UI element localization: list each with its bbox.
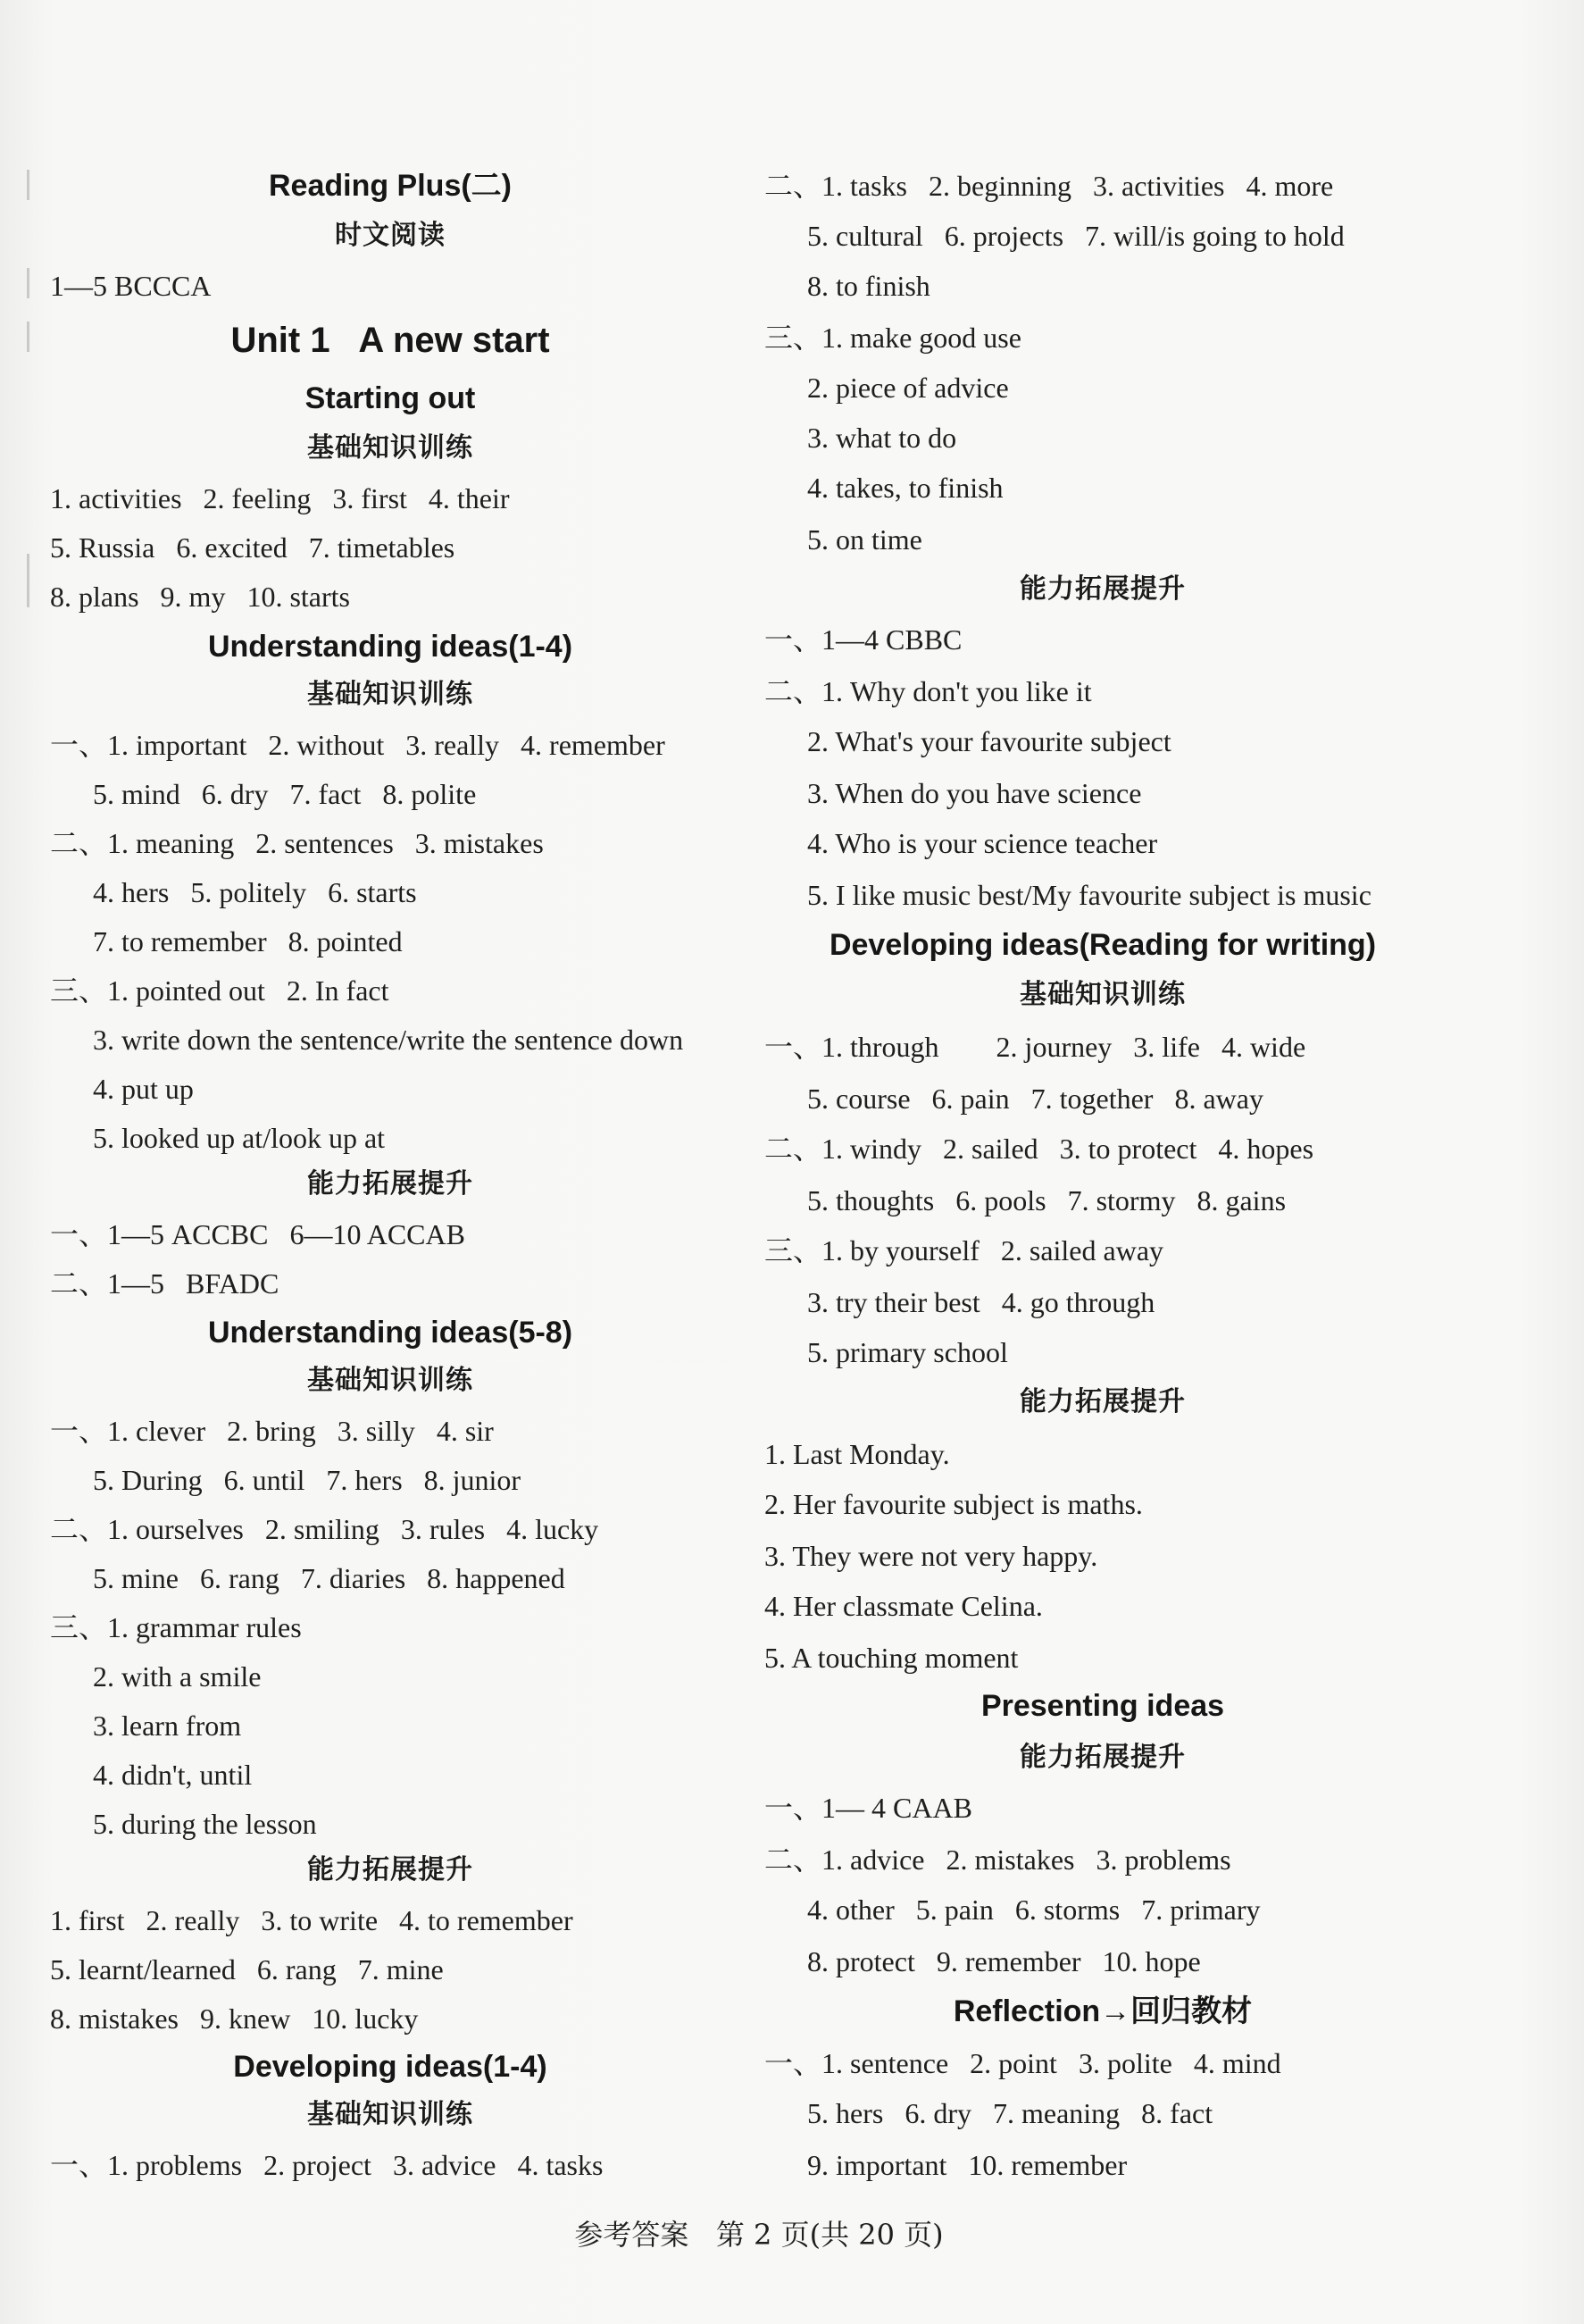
section-subtitle-extension: 能力拓展提升 <box>307 1168 473 1200</box>
page-footer: 参考答案 第 2 页(共 20 页) <box>574 2218 944 2252</box>
answer-line: 2. What's your favourite subject <box>807 725 1171 757</box>
answer-line: 1. Last Monday. <box>764 1438 950 1470</box>
answer-line: 一、1—5 ACCBC 6—10 ACCAB <box>50 1218 465 1250</box>
scan-edge-mark <box>27 268 29 298</box>
section-subtitle-extension: 能力拓展提升 <box>1020 1742 1186 1773</box>
answer-line: 二、1. advice 2. mistakes 3. problems <box>764 1843 1231 1876</box>
answer-line: 一、1. problems 2. project 3. advice 4. tasks <box>50 2149 604 2181</box>
answer-line: 一、1. important 2. without 3. really 4. remember <box>50 729 665 761</box>
section-title-developing-1-4: Developing ideas(1-4) <box>233 2050 547 2084</box>
section-subtitle: 基础知识训练 <box>307 679 473 710</box>
answer-line: 2. with a smile <box>93 1660 262 1693</box>
answer-line: 8. protect 9. remember 10. hope <box>807 1945 1201 1977</box>
section-title-presenting-ideas: Presenting ideas <box>980 1689 1225 1723</box>
answer-line: 5. I like music best/My favourite subject is music <box>807 879 1371 911</box>
answer-line: 8. mistakes 9. knew 10. lucky <box>50 2002 419 2035</box>
answer-line: 1. activities 2. feeling 3. first 4. their <box>50 482 510 514</box>
answer-line: 三、1. grammar rules <box>50 1611 302 1643</box>
scan-edge-mark <box>27 170 29 200</box>
section-title-reading-plus: Reading Plus(二) <box>268 169 513 203</box>
section-title-developing-reading-writing: Developing ideas(Reading for writing) <box>829 928 1377 962</box>
answer-line: 二、1. tasks 2. beginning 3. activities 4. more <box>764 170 1334 202</box>
answer-line: 4. other 5. pain 6. storms 7. primary <box>807 1893 1261 1926</box>
answer-line: 5. During 6. until 7. hers 8. junior <box>93 1464 521 1496</box>
answer-line: 一、1. sentence 2. point 3. polite 4. mind <box>764 2047 1281 2079</box>
answer-line: 2. Her favourite subject is maths. <box>764 1488 1143 1520</box>
answer-line: 一、1—4 CBBC <box>764 623 963 656</box>
answer-line: 一、1— 4 CAAB <box>764 1792 972 1824</box>
section-subtitle-extension: 能力拓展提升 <box>1020 573 1186 605</box>
answer-line: 一、1. clever 2. bring 3. silly 4. sir <box>50 1415 494 1447</box>
scan-edge-mark <box>27 322 29 352</box>
answer-line: 一、1. through 2. journey 3. life 4. wide <box>764 1031 1306 1063</box>
answer-line: 5. thoughts 6. pools 7. stormy 8. gains <box>807 1184 1287 1216</box>
answer-line: 3. write down the sentence/write the sentence down <box>93 1024 684 1056</box>
answer-line: 5. on time <box>807 523 922 556</box>
answer-line: 二、1. ourselves 2. smiling 3. rules 4. lucky <box>50 1513 599 1545</box>
scan-edge-mark <box>27 554 29 607</box>
section-subtitle: 基础知识训练 <box>307 1365 473 1396</box>
answer-line: 1—5 BCCCA <box>50 270 212 302</box>
answer-line: 3. When do you have science <box>807 777 1142 809</box>
answer-line: 5. course 6. pain 7. together 8. away <box>807 1083 1263 1115</box>
answer-line: 3. They were not very happy. <box>764 1540 1098 1572</box>
answer-line: 三、1. pointed out 2. In fact <box>50 974 389 1007</box>
answer-line: 5. mine 6. rang 7. diaries 8. happened <box>93 1562 565 1594</box>
answer-line: 5. learnt/learned 6. rang 7. mine <box>50 1953 444 1985</box>
answer-line: 二、1. windy 2. sailed 3. to protect 4. hopes <box>764 1133 1314 1165</box>
answer-line: 8. to finish <box>807 270 930 302</box>
answer-line: 4. takes, to finish <box>807 472 1004 504</box>
section-subtitle: 基础知识训练 <box>1020 979 1186 1010</box>
section-subtitle: 基础知识训练 <box>307 2099 473 2130</box>
answer-line: 二、1. Why don't you like it <box>764 675 1092 707</box>
answer-line: 4. Who is your science teacher <box>807 827 1158 859</box>
section-subtitle: 时文阅读 <box>335 220 446 251</box>
answer-line: 4. Her classmate Celina. <box>764 1590 1043 1622</box>
answer-line: 4. put up <box>93 1073 194 1105</box>
section-subtitle-extension: 能力拓展提升 <box>1020 1386 1186 1417</box>
answer-line: 3. learn from <box>93 1710 242 1742</box>
section-title-starting-out: Starting out <box>304 381 476 415</box>
section-subtitle: 基础知识训练 <box>307 432 473 464</box>
answer-line: 5. looked up at/look up at <box>93 1122 386 1154</box>
answer-line: 5. cultural 6. projects 7. will/is going to hold <box>807 220 1345 252</box>
answer-line: 5. during the lesson <box>93 1808 317 1840</box>
answer-line: 7. to remember 8. pointed <box>93 925 403 957</box>
answer-line: 9. important 10. remember <box>807 2149 1128 2181</box>
section-title-understanding-1-4: Understanding ideas(1-4) <box>207 630 573 664</box>
unit-title: Unit 1 A new start <box>230 321 550 360</box>
answer-line: 5. mind 6. dry 7. fact 8. polite <box>93 778 477 810</box>
answer-line: 5. A touching moment <box>764 1642 1019 1674</box>
answer-line: 1. first 2. really 3. to write 4. to remember <box>50 1904 573 1936</box>
answer-line: 二、1—5 BFADC <box>50 1267 279 1300</box>
answer-line: 4. hers 5. politely 6. starts <box>93 876 417 908</box>
answer-line: 三、1. make good use <box>764 322 1021 354</box>
answer-line: 5. primary school <box>807 1336 1008 1368</box>
answer-line: 4. didn't, until <box>93 1759 253 1791</box>
answer-line: 2. piece of advice <box>807 372 1009 404</box>
section-subtitle-extension: 能力拓展提升 <box>307 1854 473 1885</box>
answer-line: 3. try their best 4. go through <box>807 1286 1155 1318</box>
answer-line: 3. what to do <box>807 422 957 454</box>
answer-line: 5. hers 6. dry 7. meaning 8. fact <box>807 2097 1213 2129</box>
answer-line: 8. plans 9. my 10. starts <box>50 581 350 613</box>
section-title-understanding-5-8: Understanding ideas(5-8) <box>207 1316 573 1350</box>
answer-line: 三、1. by yourself 2. sailed away <box>764 1234 1164 1266</box>
section-title-reflection: Reflection→回归教材 <box>953 1994 1253 2028</box>
answer-line: 5. Russia 6. excited 7. timetables <box>50 531 455 564</box>
answer-line: 二、1. meaning 2. sentences 3. mistakes <box>50 827 544 859</box>
